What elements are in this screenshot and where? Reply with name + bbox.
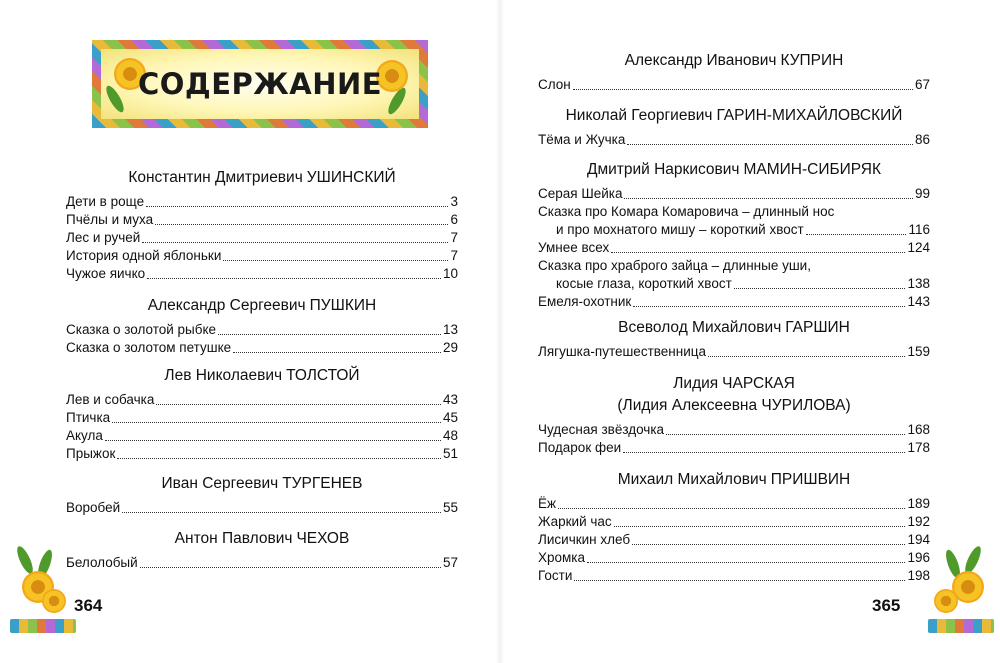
author-surname: ТУРГЕНЕВ xyxy=(282,475,363,492)
entry-title: Чужое яичко xyxy=(66,266,146,281)
toc-entry[interactable] xyxy=(538,567,930,585)
toc-entry[interactable] xyxy=(66,265,458,283)
dot-leader xyxy=(623,452,905,453)
entry-page: 43 xyxy=(442,392,458,407)
entry-page: 51 xyxy=(442,446,458,461)
page-number-left: 364 xyxy=(74,596,103,615)
entry-continuation xyxy=(538,275,930,293)
dot-leader xyxy=(558,508,905,509)
author-name: Дмитрий Наркисович xyxy=(586,161,740,178)
toc-entry[interactable] xyxy=(66,445,458,463)
entry-title: Воробей xyxy=(66,500,121,515)
author-name: Антон Павлович xyxy=(174,530,293,547)
entry-page: 178 xyxy=(907,440,930,455)
toc-entry[interactable] xyxy=(538,421,930,439)
entry-page: 55 xyxy=(442,500,458,515)
toc-entry[interactable] xyxy=(538,343,930,361)
author-heading xyxy=(538,318,930,337)
toc-entry[interactable] xyxy=(66,193,458,211)
toc-section xyxy=(66,529,458,572)
dot-leader xyxy=(614,526,906,527)
entry-title: Гости xyxy=(538,568,573,583)
author-name: Николай Георгиевич xyxy=(565,107,713,124)
right-page xyxy=(500,0,1000,663)
author-heading xyxy=(66,366,458,385)
toc-section xyxy=(66,474,458,517)
toc-entry[interactable] xyxy=(66,211,458,229)
author-name: Иван Сергеевич xyxy=(161,475,279,492)
toc-entry[interactable] xyxy=(66,409,458,427)
toc-entry[interactable] xyxy=(538,239,930,257)
dandelion-icon xyxy=(934,589,958,613)
entry-title: Лев и собачка xyxy=(66,392,155,407)
author-surname: УШИНСКИЙ xyxy=(306,169,396,186)
entry-title: Прыжок xyxy=(66,446,116,461)
dot-leader xyxy=(611,252,905,253)
entry-page: 29 xyxy=(442,340,458,355)
entry-page: 116 xyxy=(908,222,930,237)
toc-entry[interactable] xyxy=(538,131,930,149)
dot-leader xyxy=(218,334,441,335)
dot-leader xyxy=(708,356,905,357)
toc-section xyxy=(66,366,458,463)
toc-section xyxy=(538,106,930,149)
entry-page: 3 xyxy=(450,194,458,209)
dot-leader xyxy=(117,458,441,459)
author-surname: ГАРИН-МИХАЙЛОВСКИЙ xyxy=(716,107,903,124)
dot-leader xyxy=(574,580,905,581)
toc-section xyxy=(538,318,930,361)
page-title: СОДЕРЖАНИЕ xyxy=(137,67,383,101)
entry-title: Акула xyxy=(66,428,103,443)
dot-leader xyxy=(155,224,448,225)
entry-page: 86 xyxy=(914,132,930,147)
author-name: Лев Николаевич xyxy=(164,367,283,384)
toc-section xyxy=(538,51,930,94)
dot-leader xyxy=(627,144,913,145)
entry-title: Пчёлы и муха xyxy=(66,212,154,227)
entry-page: 7 xyxy=(450,230,458,245)
mosaic-tiles xyxy=(928,619,994,633)
dot-leader xyxy=(223,260,448,261)
author-heading xyxy=(66,168,458,187)
entry-page: 138 xyxy=(907,276,930,291)
entry-title: Тёма и Жучка xyxy=(538,132,626,147)
author-name: Лидия xyxy=(673,375,719,392)
toc-section xyxy=(66,168,458,283)
entry-page: 124 xyxy=(907,240,930,255)
author-heading xyxy=(538,51,930,70)
toc-entry[interactable] xyxy=(66,391,458,409)
toc-section xyxy=(538,374,930,457)
toc-section xyxy=(538,470,930,585)
entry-page: 192 xyxy=(907,514,930,529)
entry-page: 159 xyxy=(907,344,930,359)
toc-entry[interactable] xyxy=(66,554,458,572)
toc-entry[interactable] xyxy=(538,495,930,513)
entry-page: 194 xyxy=(907,532,930,547)
dot-leader xyxy=(632,544,905,545)
author-heading xyxy=(538,106,930,125)
author-surname: ТОЛСТОЙ xyxy=(286,367,360,384)
author-name: Константин Дмитриевич xyxy=(128,169,303,186)
entry-page: 57 xyxy=(442,555,458,570)
toc-entry[interactable] xyxy=(538,76,930,94)
dot-leader xyxy=(140,567,441,568)
toc-entry[interactable] xyxy=(538,549,930,567)
toc-entry[interactable] xyxy=(66,499,458,517)
toc-entry[interactable] xyxy=(538,439,930,457)
entry-title: Лисичкин хлеб xyxy=(538,532,631,547)
dot-leader xyxy=(624,198,913,199)
entry-page: 7 xyxy=(450,248,458,263)
corner-decoration xyxy=(10,545,80,635)
author-surname: ПРИШВИН xyxy=(770,471,851,488)
toc-entry[interactable] xyxy=(538,513,930,531)
mosaic-tiles xyxy=(10,619,76,633)
dot-leader xyxy=(666,434,905,435)
entry-page: 196 xyxy=(907,550,930,565)
entry-title: Подарок феи xyxy=(538,440,622,455)
entry-page: 198 xyxy=(907,568,930,583)
entry-title-continued: косые глаза, короткий хвост xyxy=(556,276,732,291)
entry-title: Умнее всех xyxy=(538,240,610,255)
entry-page: 48 xyxy=(442,428,458,443)
dot-leader xyxy=(105,440,441,441)
dot-leader xyxy=(573,89,913,90)
toc-entry[interactable] xyxy=(66,427,458,445)
author-surname: ЧАРСКАЯ xyxy=(722,375,795,392)
dot-leader xyxy=(122,512,441,513)
author-name: Александр Сергеевич xyxy=(147,297,306,314)
entry-title: Хромка xyxy=(538,550,586,565)
author-name: Михаил Михайлович xyxy=(617,471,767,488)
entry-page: 168 xyxy=(907,422,930,437)
toc-section xyxy=(538,160,930,311)
entry-title: Сказка о золотом петушке xyxy=(66,340,232,355)
author-real-name: (Лидия Алексеевна ЧУРИЛОВА) xyxy=(617,397,851,414)
entry-title: Слон xyxy=(538,77,571,92)
author-heading xyxy=(66,529,458,548)
corner-decoration xyxy=(924,545,994,635)
contents-banner xyxy=(92,40,428,128)
dot-leader xyxy=(146,206,448,207)
entry-title: Серая Шейка xyxy=(538,186,623,201)
toc-entry[interactable] xyxy=(66,247,458,265)
author-surname: КУПРИН xyxy=(780,52,844,69)
entry-title: Емеля-охотник xyxy=(538,294,632,309)
entry-title: Лес и ручей xyxy=(66,230,141,245)
entry-title: Чудесная звёздочка xyxy=(538,422,665,437)
toc-entry[interactable] xyxy=(66,339,458,357)
page-number-right: 365 xyxy=(872,596,901,615)
author-name: Александр Иванович xyxy=(624,52,777,69)
toc-entry[interactable] xyxy=(538,185,930,203)
entry-page: 13 xyxy=(442,322,458,337)
entry-page: 143 xyxy=(907,294,930,309)
dot-leader xyxy=(233,352,441,353)
author-heading xyxy=(538,160,930,179)
entry-title: Ёж xyxy=(538,496,557,511)
entry-page: 189 xyxy=(907,496,930,511)
author-name: Всеволод Михайлович xyxy=(618,319,782,336)
dot-leader xyxy=(142,242,448,243)
dot-leader xyxy=(112,422,441,423)
entry-title: Сказка про храброго зайца – длинные уши, xyxy=(538,258,811,273)
entry-title: Сказка о золотой рыбке xyxy=(66,322,217,337)
toc-entry[interactable] xyxy=(66,229,458,247)
dot-leader xyxy=(587,562,905,563)
author-surname: ПУШКИН xyxy=(309,297,377,314)
toc-entry[interactable] xyxy=(66,321,458,339)
entry-title: Жаркий час xyxy=(538,514,612,529)
toc-entry[interactable] xyxy=(538,531,930,549)
dot-leader xyxy=(806,234,907,235)
dandelion-icon xyxy=(42,589,66,613)
entry-title: Белолобый xyxy=(66,555,138,570)
dot-leader xyxy=(156,404,441,405)
entry-title: История одной яблоньки xyxy=(66,248,222,263)
entry-page: 45 xyxy=(442,410,458,425)
entry-page: 67 xyxy=(914,77,930,92)
entry-page: 10 xyxy=(442,266,458,281)
author-surname: ГАРШИН xyxy=(785,319,850,336)
toc-section xyxy=(66,296,458,357)
entry-continuation xyxy=(538,221,930,239)
author-surname: ЧЕХОВ xyxy=(296,530,350,547)
entry-title-continued: и про мохнатого мишу – короткий хвост xyxy=(556,222,804,237)
author-surname: МАМИН-СИБИРЯК xyxy=(743,161,882,178)
toc-entry[interactable] xyxy=(538,293,930,311)
author-heading xyxy=(538,470,930,489)
dot-leader xyxy=(734,288,906,289)
entry-title: Лягушка-путешественница xyxy=(538,344,706,359)
dot-leader xyxy=(147,278,441,279)
author-heading xyxy=(66,474,458,493)
dot-leader xyxy=(633,306,905,307)
author-heading xyxy=(538,374,930,393)
entry-page: 99 xyxy=(914,186,930,201)
entry-page: 6 xyxy=(450,212,458,227)
entry-title: Дети в роще xyxy=(66,194,145,209)
author-heading xyxy=(66,296,458,315)
entry-title: Птичка xyxy=(66,410,111,425)
toc-entry[interactable] xyxy=(538,257,930,293)
toc-entry[interactable] xyxy=(538,203,930,239)
entry-title: Сказка про Комара Комаровича – длинный нос xyxy=(538,204,835,219)
